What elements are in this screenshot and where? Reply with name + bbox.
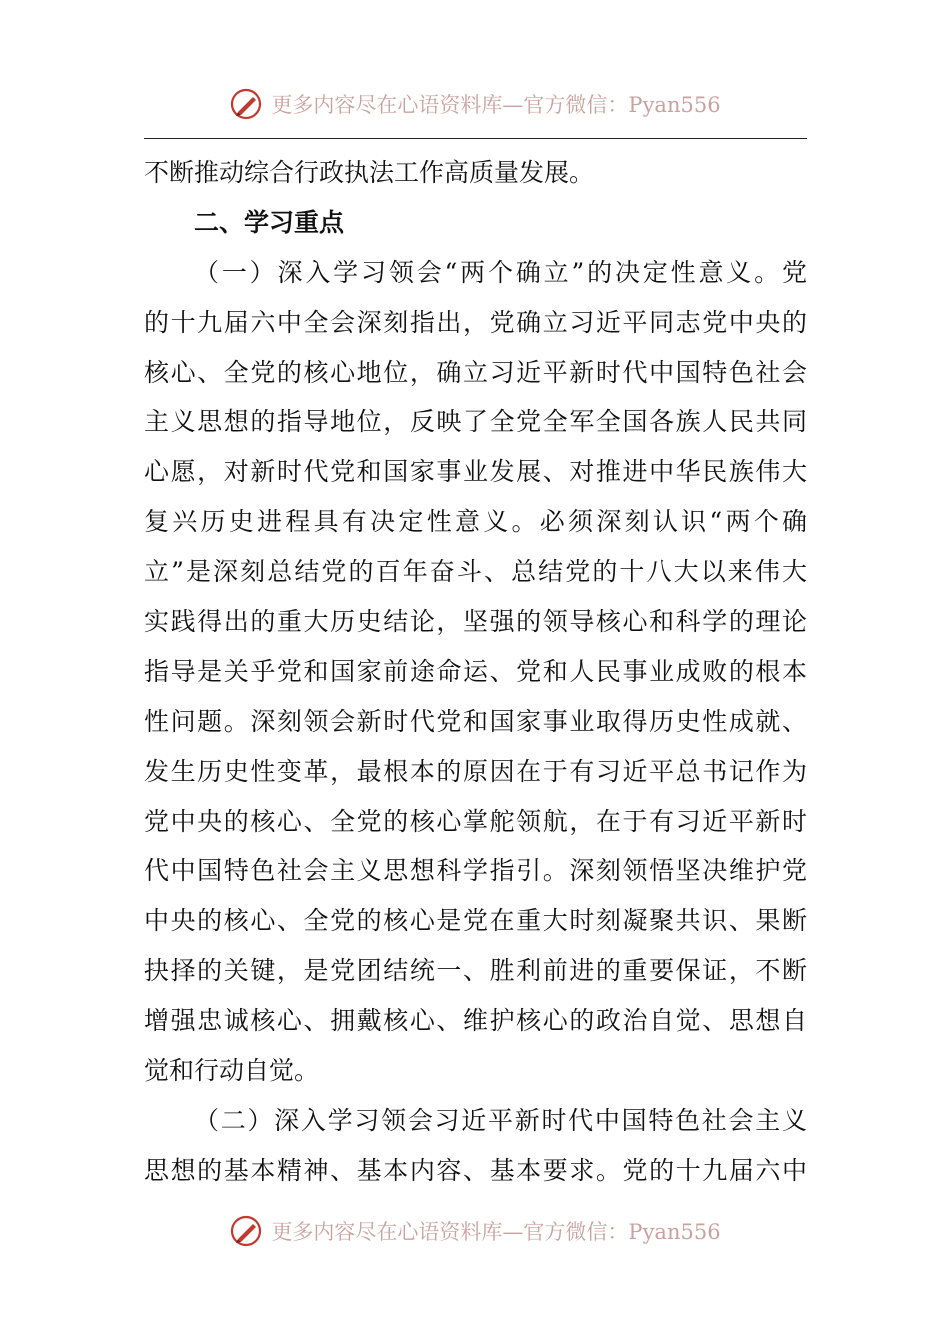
text-line: 觉和行动自觉。 (144, 1056, 320, 1086)
text-line: 核心、全党的核心地位，确立习近平新时代中国特色社会 (144, 357, 807, 387)
text-line: 主义思想的指导地位，反映了全党全军全国各族人民共同 (144, 407, 807, 437)
footer-watermark (0, 1211, 950, 1251)
text-line: 复兴历史进程具有决定性意义。必须深刻认识“两个确 (144, 507, 807, 537)
text-line: 立”是深刻总结党的百年奋斗、总结党的十八大以来伟大 (144, 557, 807, 587)
section-heading: 二、学习重点 (194, 207, 345, 237)
text-line: 实践得出的重大历史结论，坚强的领导核心和科学的理论 (144, 607, 807, 637)
pen-logo-icon (229, 87, 263, 121)
header-divider (144, 138, 807, 139)
text-line: 代中国特色社会主义思想科学指引。深刻领悟坚决维护党 (144, 856, 807, 886)
text-line: 中央的核心、全党的核心是党在重大时刻凝聚共识、果断 (144, 906, 807, 936)
subsection-heading-line: （一）深入学习领会“两个确立”的决定性意义。党 (194, 257, 807, 287)
text-line: 思想的基本精神、基本内容、基本要求。党的十九届六中 (144, 1155, 807, 1185)
document-body (144, 148, 807, 1196)
text-line: 指导是关乎党和国家前途命运、党和人民事业成败的根本 (144, 656, 807, 686)
text-line: 的十九届六中全会深刻指出，党确立习近平同志党中央的 (144, 307, 807, 337)
text-line: 发生历史性变革，最根本的原因在于有习近平总书记作为 (144, 756, 807, 786)
watermark-text: 更多内容尽在心语资料库—官方微信：Pyan556 (271, 93, 721, 117)
text-line: 党中央的核心、全党的核心掌舵领航，在于有习近平新时 (144, 806, 807, 836)
watermark-text: 更多内容尽在心语资料库—官方微信：Pyan556 (271, 1220, 721, 1244)
text-line: 心愿，对新时代党和国家事业发展、对推进中华民族伟大 (144, 457, 807, 487)
text-line: 性问题。深刻领会新时代党和国家事业取得历史性成就、 (144, 706, 807, 736)
subsection-heading-line: （二）深入学习领会习近平新时代中国特色社会主义 (194, 1105, 807, 1135)
text-line: 抉择的关键，是党团结统一、胜利前进的重要保证，不断 (144, 956, 807, 986)
header-watermark (0, 84, 950, 124)
text-line: 不断推动综合行政执法工作高质量发展。 (144, 158, 595, 187)
pen-logo-icon (229, 1214, 263, 1248)
text-line: 增强忠诚核心、拥戴核心、维护核心的政治自觉、思想自 (144, 1006, 807, 1036)
